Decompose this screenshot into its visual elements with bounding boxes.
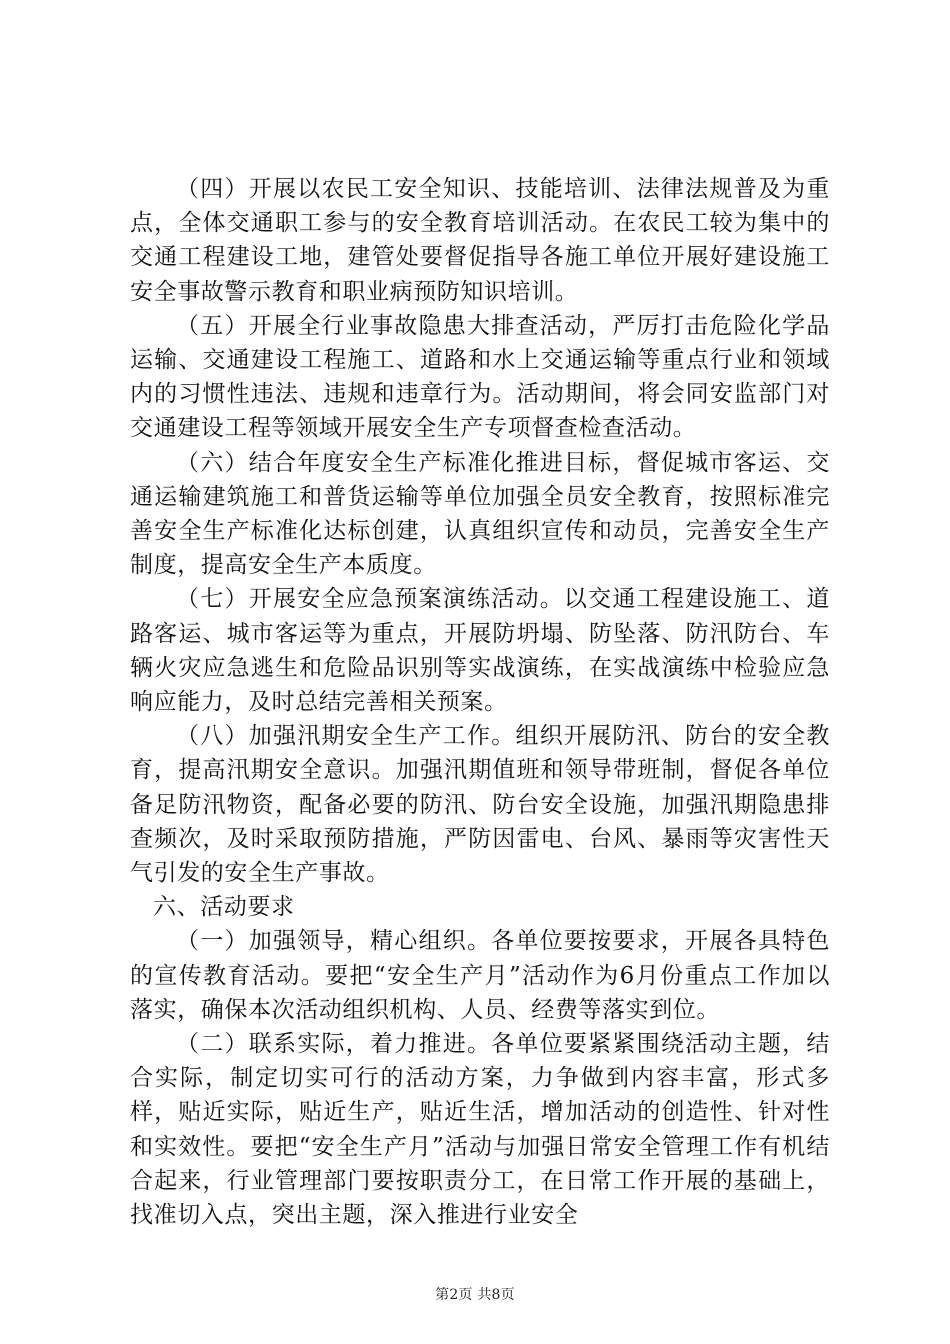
paragraph-item-8: （八）加强汛期安全生产工作。组织开展防汛、防台的安全教育，提高汛期安全意识。加强汛期值班和领导带班制，督促各单位备足防汛物资，配备必要的防汛、防台安全设施，加强汛期隐患排查频次，及时采取预防措施，严防因雷电、台风、暴雨等灾害性天气引发的安全生产事故。: [130, 723, 830, 887]
requirement-item-2: （二）联系实际，着力推进。各单位要紧紧围绕活动主题，结合实际，制定切实可行的活动方案，力争做到内容丰富，形式多样，贴近实际，贴近生产，贴近生活，增加活动的创造性、针对性和实效性。要把“安全生产月”活动与加强日常安全管理工作有机结合起来，行业管理部门要按职责分工，在日常工作开展的基础上，找准切入点，突出主题，深入推进行业安全: [130, 1031, 830, 1229]
document-body: [130, 172, 830, 1232]
paragraph-item-6: （六）结合年度安全生产标准化推进目标，督促城市客运、交通运输建筑施工和普货运输等单位加强全员安全教育，按照标准完善安全生产标准化达标创建，认真组织宣传和动员，完善安全生产制度，提高安全生产本质度。: [130, 449, 830, 579]
paragraph-item-5: （五）开展全行业事故隐患大排查活动，严厉打击危险化学品运输、交通建设工程施工、道路和水上交通运输等重点行业和领域内的习惯性违法、违规和违章行为。活动期间，将会同安监部门对交通建设工程等领域开展安全生产专项督查检查活动。: [130, 312, 830, 442]
paragraph-item-7: （七）开展安全应急预案演练活动。以交通工程建设施工、道路客运、城市客运等为重点，开展防坍塌、防坠落、防汛防台、车辆火灾应急逃生和危险品识别等实战演练，在实战演练中检验应急响应能力，及时总结完善相关预案。: [130, 586, 830, 716]
section-heading: 六、活动要求: [153, 894, 295, 921]
requirement-item-1: （一）加强领导，精心组织。各单位要按要求，开展各具特色的宣传教育活动。要把“安全生产月”活动作为6月份重点工作加以落实，确保本次活动组织机构、人员、经费等落实到位。: [130, 928, 830, 1023]
page-number-footer: 第2页 共8页: [435, 1287, 515, 1303]
paragraph-item-4: （四）开展以农民工安全知识、技能培训、法律法规普及为重点，全体交通职工参与的安全教育培训活动。在农民工较为集中的交通工程建设工地，建管处要督促指导各施工单位开展好建设施工安全事故警示教育和职业病预防知识培训。: [130, 176, 830, 305]
